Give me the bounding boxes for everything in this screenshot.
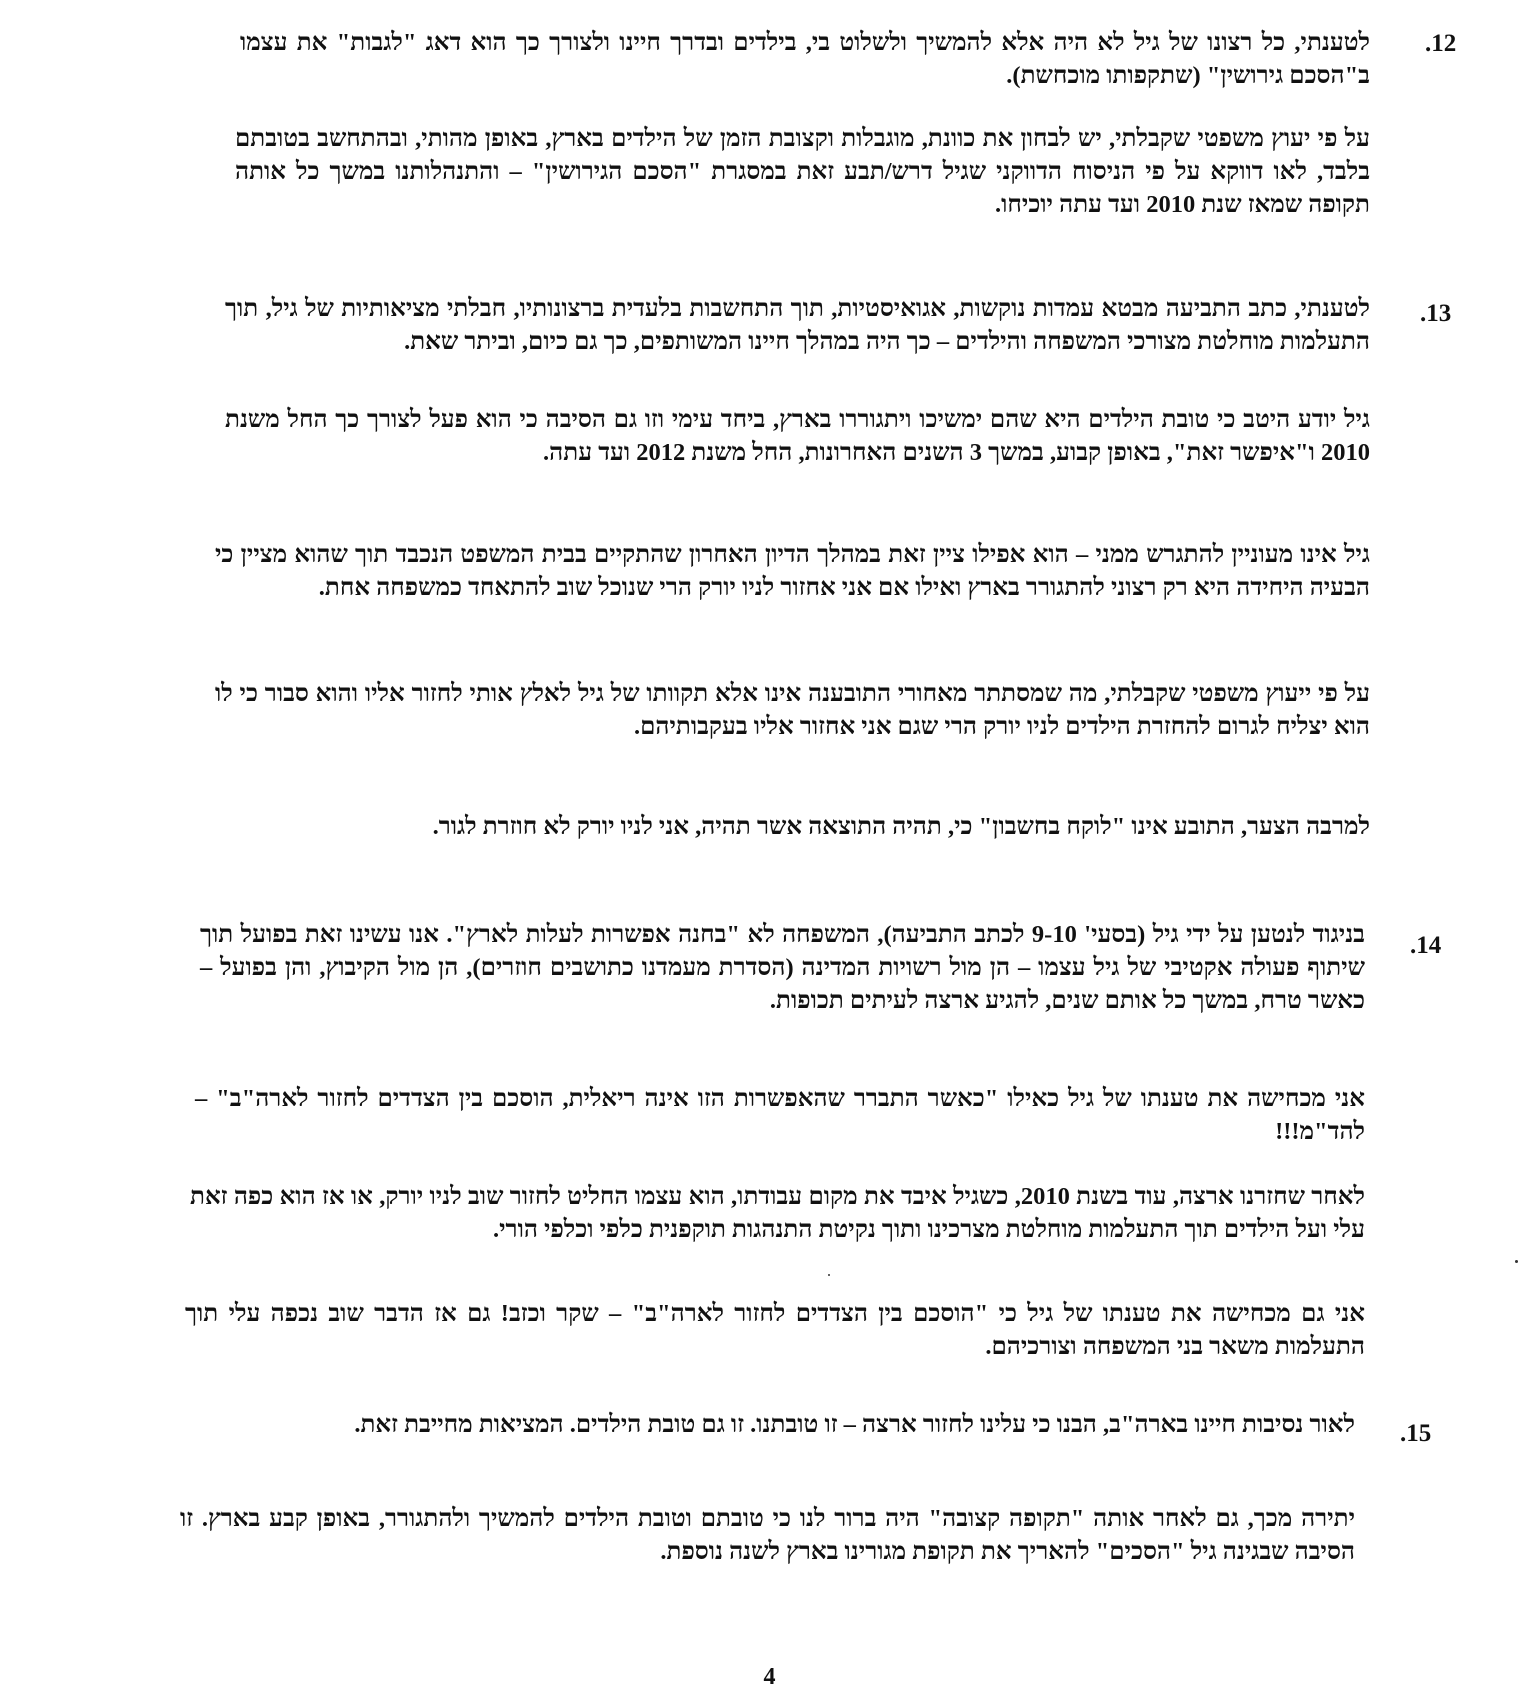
section-13-paragraph-2: גיל יודע היטב כי טובת הילדים היא שהם ימשיכו ויתגוררו בארץ, ביחד עימי וזו גם הסיבה כי הוא פעל לצורך כך החל משנת 2010 ו"איפשר זאת", באופן קבוע, במשך 3 השנים האחרונות, החל משנת 2012 ועד עתה. (225, 406, 1370, 466)
section-15-paragraph-1: לאור נסיבות חיינו בארה"ב, הבנו כי עלינו לחזור ארצה – זו טובתנו. זו גם טובת הילדים. המציאות מחייבת זאת. (354, 1411, 1355, 1438)
section-12-paragraph-2: על פי יעוץ משפטי שקבלתי, יש לבחון את כוונת, מוגבלות וקצובת הזמן של הילדים בארץ, באופן מהותי, ובהתחשב בטובתם בלבד, לאו דווקא על פי הניסוח הדווקני שגיל דרש/תבע זאת במסגרת "הסכם הגירושין" – והתנהלותנו במשך כל אותה תקופה שמאז שנת 2010 ועד עתה יוכיחו. (235, 125, 1370, 218)
section-number-13: .13 (1420, 300, 1452, 327)
section-13-paragraph-4: על פי ייעוץ משפטי שקבלתי, מה שמסתתר מאחורי התובענה אינו אלא תקוותו של גיל לאלץ אותי לחזור אליו והוא סבור כי לו הוא יצליח לגרום להחזרת הילדים לניו יורק הרי שגם אני אחזור אליו בעקבותיהם. (215, 680, 1370, 740)
section-13-paragraph-1: לטענתי, כתב התביעה מבטא עמדות נוקשות, אגואיסטיות, תוך התחשבות בלעדית ברצונותיו, חבלתי מציאותיות של גיל, תוך התעלמות מוחלטת מצורכי המשפחה והילדים – כך היה במהלך חיינו המשותפים, כך גם כיום, וביתר שאת. (225, 295, 1370, 355)
section-14-paragraph-3: לאחר שחזרנו ארצה, עוד בשנת 2010, כשגיל איבד את מקום עבודתו, הוא עצמו החליט לחזור שוב לניו יורק, או אז הוא כפה זאת עלי ועל הילדים תוך התעלמות מוחלטת מצרכינו ותוך נקיטת התנהגות תוקפנית כלפי וכלפי הורי. (190, 1183, 1365, 1243)
section-15-paragraph-2: יתירה מכך, גם לאחר אותה "תקופה קצובה" היה ברור לנו כי טובתם וטובת הילדים להמשיך ולהתגורר, באופן קבע בארץ. זו הסיבה שבגינה גיל "הסכים" להאריך את תקופת מגורינו בארץ לשנה נוספת. (180, 1505, 1355, 1565)
scan-speck (828, 1274, 830, 1276)
page-number: 4 (763, 1664, 776, 1690)
section-number-14: .14 (1410, 932, 1442, 959)
scan-speck (1515, 1260, 1518, 1263)
section-number-12: .12 (1425, 30, 1457, 57)
section-14-paragraph-2: אני מכחישה את טענתו של גיל כאילו "כאשר התברר שהאפשרות הזו אינה ריאלית, הוסכם בין הצדדים לחזור לארה"ב" – להד"מ!!! (195, 1085, 1365, 1145)
section-14-paragraph-4: אני גם מכחישה את טענתו של גיל כי "הוסכם בין הצדדים לחזור לארה"ב" – שקר וכזב! גם אז הדבר שוב נכפה עלי תוך התעלמות משאר בני המשפחה וצורכיהם. (185, 1300, 1365, 1360)
section-13-paragraph-5: למרבה הצער, התובע אינו "לוקח בחשבון" כי, תהיה התוצאה אשר תהיה, אני לניו יורק לא חוזרת לגור. (432, 813, 1370, 840)
section-12-paragraph-1: לטענתי, כל רצונו של גיל לא היה אלא להמשיך ולשלוט בי, בילדים ובדרך חיינו ולצורך כך הוא דאג "לגבות" את עצמו ב"הסכם גירושין" (שתקפותו מוכחשת). (240, 29, 1370, 89)
section-13-paragraph-3: גיל אינו מעוניין להתגרש ממני – הוא אפילו ציין זאת במהלך הדיון האחרון שהתקיים בבית המשפט הנכבד תוך שהוא מציין כי הבעיה היחידה היא רק רצוני להתגורר בארץ ואילו אם אני אחזור לניו יורק הרי שנוכל שוב להתאחד כמשפחה אחת. (215, 541, 1370, 601)
section-number-15: .15 (1400, 1420, 1432, 1447)
section-14-paragraph-1: בניגוד לנטען על ידי גיל (בסעי' 9-10 לכתב התביעה), המשפחה לא "בחנה אפשרות לעלות לארץ". אנו עשינו זאת בפועל תוך שיתוף פעולה אקטיבי של גיל עצמו – הן מול רשויות המדינה (הסדרת מעמדנו כתושבים חוזרים), הן מול הקיבוץ, והן בפועל – כאשר טרח, במשך כל אותם שנים, להגיע ארצה לעיתים תכופות. (200, 921, 1365, 1014)
